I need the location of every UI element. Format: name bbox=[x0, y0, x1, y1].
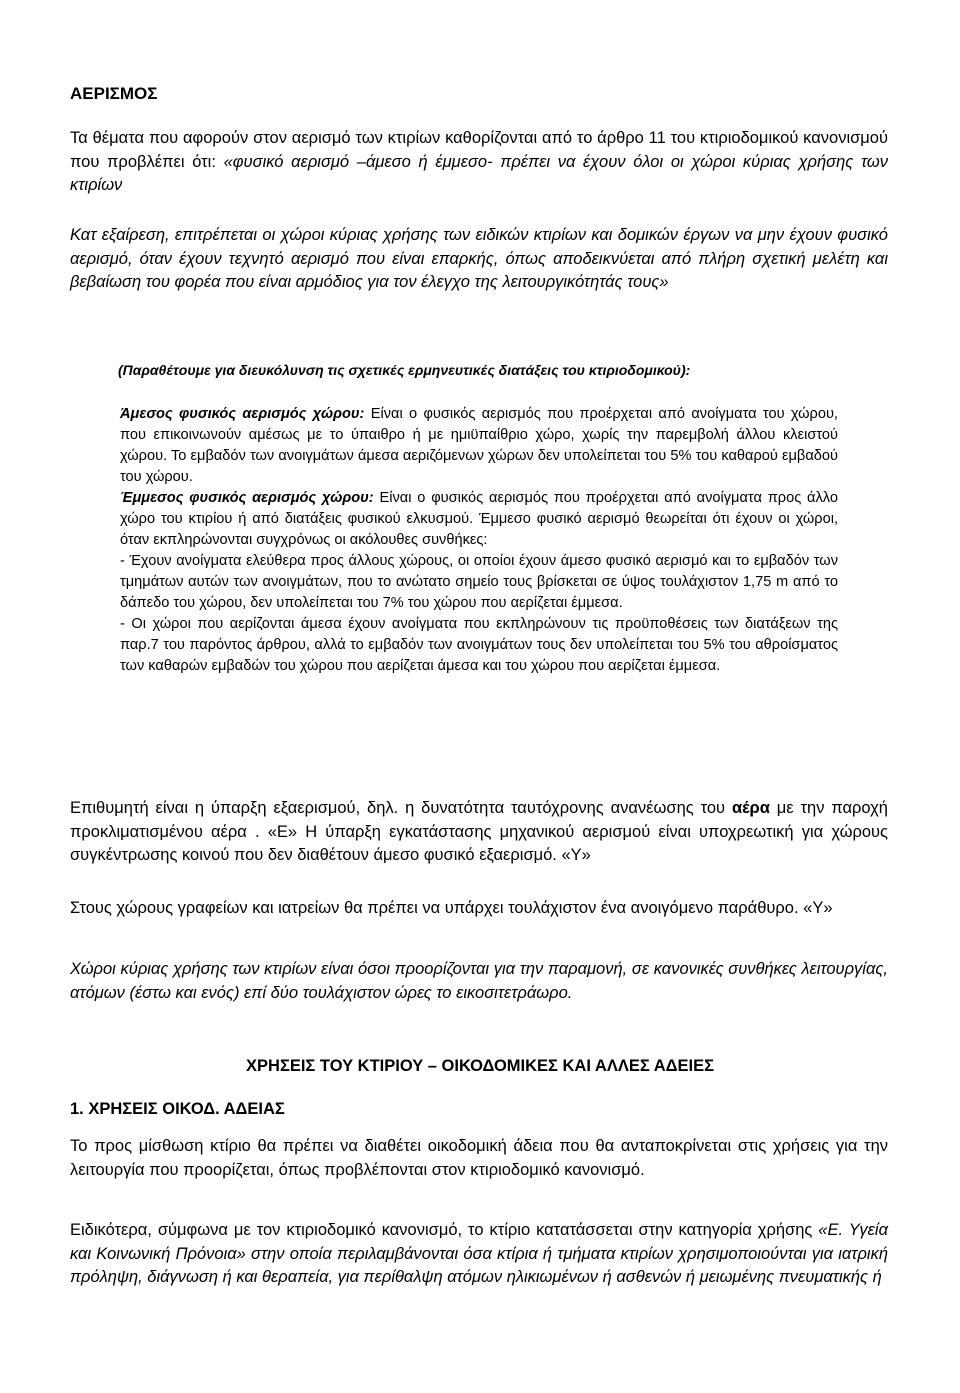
direct-ventilation-label: Άμεσος φυσικός αερισμός χώρου: bbox=[120, 406, 365, 422]
category-text-a: Ειδικότερα, σύμφωνα με τον κτιριοδομικό κανονισμό, το κτίριο κατατάσσεται στην κατηγορία χρήσης bbox=[70, 1221, 819, 1239]
category-text-b: «Ε. Υγεία και Κοινωνική Πρόνοια» στην οποία περιλαμβάνονται όσα κτίρια ή τμήματα κτιρίων χρησιμοποιούνται για ιατρική πρόληψη, διάγνωση ή και θεραπεία, για περίθαλψη ατόμων ηλικιωμένων ή ασθενών ή μειωμένης πνευματικής ή bbox=[70, 1221, 888, 1286]
indirect-ventilation-text: Είναι ο φυσικός αερισμός που προέρχεται από ανοίγματα προς άλλο χώρο του κτιρίου ή από διατάξεις φυσικού ελκυσμού. Έμμεσο φυσικό αερισμό θεωρείται ότι έχουν οι χώροι, όταν εκπληρώνονται συγχρόνως οι ακόλουθες συνθήκες: bbox=[120, 490, 838, 548]
offices-paragraph: Στους χώρους γραφείων και ιατρείων θα πρέπει να υπάρχει τουλάχιστον ένα ανοιγόμενο παράθυρο. «Υ» bbox=[70, 899, 833, 917]
section-heading: ΑΕΡΙΣΜΟΣ bbox=[70, 84, 158, 103]
intro-quote: «φυσικό αερισμό –άμεσο ή έμμεσο- πρέπει να έχουν όλοι οι χώροι κύριας χρήσης των κτιρίων bbox=[70, 152, 888, 194]
condition-2: - Οι χώροι που αερίζονται άμεσα έχουν ανοίγματα που εκπληρώνουν τις προϋποθέσεις των διατάξεων της παρ.7 του παρόντος άρθρου, αλλά το εμβαδόν των ανοιγμάτων τους δεν υπολείπεται του 5% του αθροίσματος των καθαρών εμβαδών του χώρου που αερίζεται άμεσα και του χώρου που αερίζεται έμμεσα. bbox=[120, 616, 838, 674]
indirect-ventilation-definition bbox=[120, 488, 838, 551]
indirect-ventilation-label: Έμμεσος φυσικός αερισμός χώρου: bbox=[120, 490, 374, 506]
definitions-block bbox=[120, 404, 838, 677]
exhaust-text-c: με την παροχή προκλιματισμένου αέρα . «Ε» Η ύπαρξη εγκατάστασης μηχανικού αερισμού είναι υποχρεωτική για χώρους συγκέντρωσης κοινού που δεν διαθέτουν άμεσο φυσικό εξαερισμό. «Υ» bbox=[70, 799, 888, 864]
direct-ventilation-definition bbox=[120, 404, 838, 488]
exception-paragraph: Κατ εξαίρεση, επιτρέπεται οι χώροι κύριας χρήσης των ειδικών κτιρίων και δομικών έργων να μην έχουν φυσικό αερισμό, όταν έχουν τεχνητό αερισμό που είναι επαρκής, όπως αποδεικνύεται από πλήρη σχετική μελέτη και βεβαίωση του φορέα που είναι αρμόδιος για τον έλεγχο της λειτουργικότητάς τους» bbox=[70, 226, 888, 291]
uses-heading: ΧΡΗΣΕΙΣ ΤΟΥ ΚΤΙΡΙΟΥ – ΟΙΚΟΔΟΜΙΚΕΣ ΚΑΙ ΑΛΛΕΣ ΑΔΕΙΕΣ bbox=[246, 1057, 714, 1075]
subsection-heading: 1. ΧΡΗΣΕΙΣ ΟΙΚΟΔ. ΑΔΕΙΑΣ bbox=[70, 1100, 285, 1118]
interpretive-note: (Παραθέτουμε για διευκόλυνση τις σχετικές ερμηνευτικές διατάξεις του κτιριοδομικού): bbox=[118, 362, 691, 378]
direct-ventilation-text: Είναι ο φυσικός αερισμός που προέρχεται από ανοίγματα του χώρου, που επικοινωνούν αμέσως με το ύπαιθρο ή με ημιϋπαίθριο χώρο, χωρίς την παρεμβολή άλλου κλειστού χώρου. Το εμβαδόν των ανοιγμάτων άμεσα αεριζόμενων χώρων δεν υπολείπεται του 5% του καθαρού εμβαδού του χώρου. bbox=[120, 406, 838, 485]
intro-paragraph bbox=[70, 127, 888, 198]
intro-paragraph-text: Τα θέματα που αφορούν στον αερισμό των κτιρίων καθορίζονται από το άρθρο 11 του κτιριοδομικού κανονισμού που προβλέπει ότι: bbox=[70, 129, 888, 171]
category-paragraph bbox=[70, 1219, 888, 1290]
exhaust-text-a: Επιθυμητή είναι η ύπαρξη εξαερισμού, δηλ. η δυνατότητα ταυτόχρονης ανανέωσης του bbox=[70, 799, 732, 817]
exhaust-text-air: αέρα bbox=[731, 799, 770, 817]
main-use-paragraph: Χώροι κύριας χρήσης των κτιρίων είναι όσοι προορίζονται για την παραμονή, σε κανονικές συνθήκες λειτουργίας, ατόμων (έστω και ενός) επί δύο τουλάχιστον ώρες το εικοσιτετράωρο. bbox=[70, 960, 888, 1002]
condition-1: - Έχουν ανοίγματα ελεύθερα προς άλλους χώρους, οι οποίοι έχουν άμεσο φυσικό αερισμό και το εμβαδόν των τμημάτων αυτών των ανοιγμάτων, που το ανώτατο σημείο τους βρίσκεται σε ύψος τουλάχιστον 1,75 m από το δάπεδο του χώρου, δεν υπολείπεται του 7% του χώρου που αερίζεται έμμεσα. bbox=[120, 553, 838, 611]
exhaust-paragraph bbox=[70, 797, 888, 868]
lease-paragraph: Το προς μίσθωση κτίριο θα πρέπει να διαθέτει οικοδομική άδεια που θα ανταποκρίνεται στις χρήσεις για την λειτουργία που προορίζεται, όπως προβλέπονται στον κτιριοδομικό κανονισμό. bbox=[70, 1137, 888, 1179]
